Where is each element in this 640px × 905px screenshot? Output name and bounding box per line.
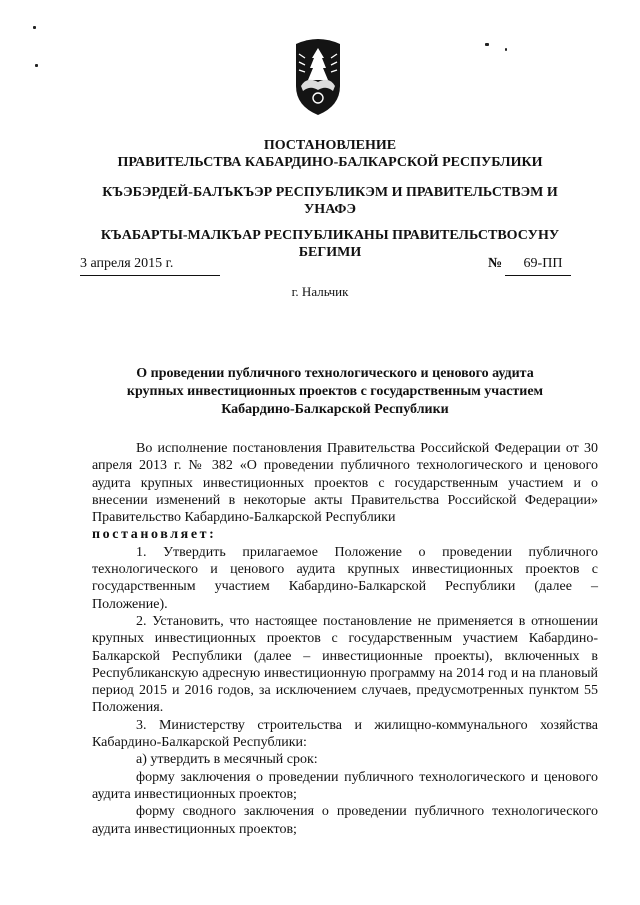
number-sign: № (488, 256, 503, 271)
date-underline (80, 275, 220, 276)
scan-speck (33, 26, 36, 29)
decree-subject (110, 365, 560, 419)
decree-keyword: постановляет: (92, 527, 217, 543)
paragraph-3a-item-1: форму заключения о проведении публичного технологического и ценового аудита инвестиционных проектов; (92, 769, 598, 802)
decree-number: 69-ПП (523, 256, 563, 271)
kabardian-title-line2: УНАФЭ (304, 202, 356, 217)
coat-of-arms-icon (293, 36, 343, 116)
balkar-title-line1: КЪАБАРТЫ-МАЛКЪАР РЕСПУБЛИКАНЫ ПРАВИТЕЛЬСТВОСУНУ (100, 228, 560, 243)
subject-line: Кабардино-Балкарской Республики (221, 402, 449, 417)
paragraph-3a-item-2: форму сводного заключения о проведении публичного технологического аудита инвестиционных проектов; (92, 804, 598, 837)
paragraph-3: 3. Министерству строительства и жилищно-коммунального хозяйства Кабардино-Балкарской Республики: (92, 717, 598, 751)
scan-speck (485, 43, 489, 46)
paragraph-1: 1. Утвердить прилагаемое Положение о проведении публичного технологического и ценового аудита крупных инвестиционных проектов с государственным участием Кабардино-Балкарской Республики (далее – Положение). (92, 544, 598, 612)
government-title: ПРАВИТЕЛЬСТВА КАБАРДИНО-БАЛКАРСКОЙ РЕСПУБЛИКИ (117, 155, 543, 170)
intro-paragraph (92, 440, 598, 544)
subject-line: крупных инвестиционных проектов с государственным участием (126, 384, 544, 399)
doc-type-title: ПОСТАНОВЛЕНИЕ (263, 138, 397, 153)
scan-speck (35, 64, 38, 67)
paragraph-3a: а) утвердить в месячный срок: (136, 752, 318, 768)
decree-body (92, 440, 598, 838)
city: г. Нальчик (291, 284, 349, 299)
decree-date: 3 апреля 2015 г. (80, 256, 174, 271)
number-underline (505, 275, 571, 276)
paragraph-2: 2. Установить, что настоящее постановление не применяется в отношении крупных инвестиционных проектов с государственным участием Кабардино-Балкарской Республики (далее – инвестиционные проекты), включенных в Республиканскую адресную инвестиционную программу на 2014 год и на плановый период 2015 и 2016 годов, за исключением случаев, предусмотренных пунктом 55 Положения. (92, 613, 598, 716)
balkar-title-line2: БЕГИМИ (298, 245, 362, 260)
subject-line: О проведении публичного технологического и ценового аудита (136, 366, 534, 381)
scan-speck (505, 48, 507, 51)
intro-text: Во исполнение постановления Правительства Российской Федерации от 30 апреля 2013 г. № 382 «О проведении публичного технологического и ценового аудита крупных инвестиционных проектов с государственным участием и о внесении изменений в некоторые акты Правительства Российской Федерации» Правительство Кабардино-Балкарской Республики (92, 441, 598, 526)
kabardian-title-line1: КЪЭБЭРДЕЙ-БАЛЪКЪЭР РЕСПУБЛИКЭМ И ПРАВИТЕЛЬСТВЭМ И (102, 185, 558, 200)
